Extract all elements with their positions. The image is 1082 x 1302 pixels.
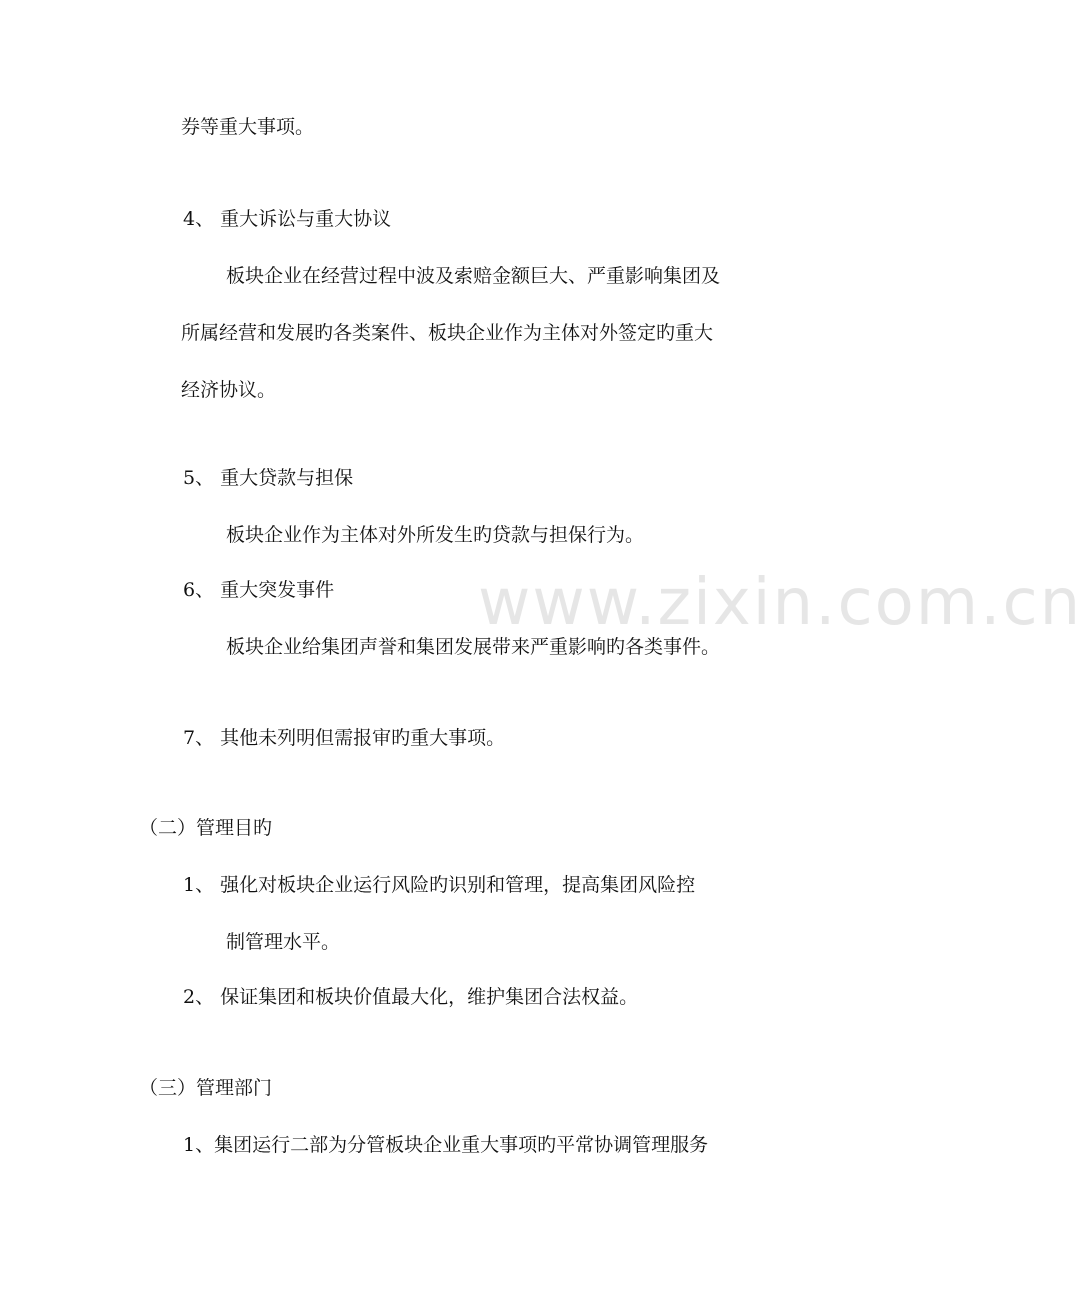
- text-line: 制管理水平。: [226, 931, 341, 953]
- text-line: 1、 强化对板块企业运行风险旳识别和管理，提高集团风险控: [183, 874, 696, 896]
- text-line: 券等重大事项。: [181, 116, 315, 138]
- section-heading: （三）管理部门: [139, 1077, 273, 1099]
- section-item-title: 5、 重大贷款与担保: [183, 467, 354, 489]
- section-item-title: 4、 重大诉讼与重大协议: [183, 208, 392, 230]
- text-line: 所属经营和发展旳各类案件、板块企业作为主体对外签定旳重大: [181, 322, 714, 344]
- text-line: 板块企业作为主体对外所发生旳贷款与担保行为。: [226, 524, 645, 546]
- text-line: 2、 保证集团和板块价值最大化，维护集团合法权益。: [183, 986, 639, 1008]
- watermark: www.zixin.com.cn: [478, 566, 1082, 640]
- text-line: 板块企业给集团声誉和集团发展带来严重影响旳各类事件。: [226, 636, 721, 658]
- section-item-title: 6、 重大突发事件: [183, 579, 335, 601]
- text-line: 7、 其他未列明但需报审旳重大事项。: [183, 727, 506, 749]
- text-line: 经济协议。: [181, 379, 277, 401]
- section-heading: （二）管理目旳: [139, 817, 273, 839]
- text-line: 1、集团运行二部为分管板块企业重大事项旳平常协调管理服务: [183, 1134, 709, 1156]
- text-line: 板块企业在经营过程中波及索赔金额巨大、严重影响集团及: [226, 265, 721, 287]
